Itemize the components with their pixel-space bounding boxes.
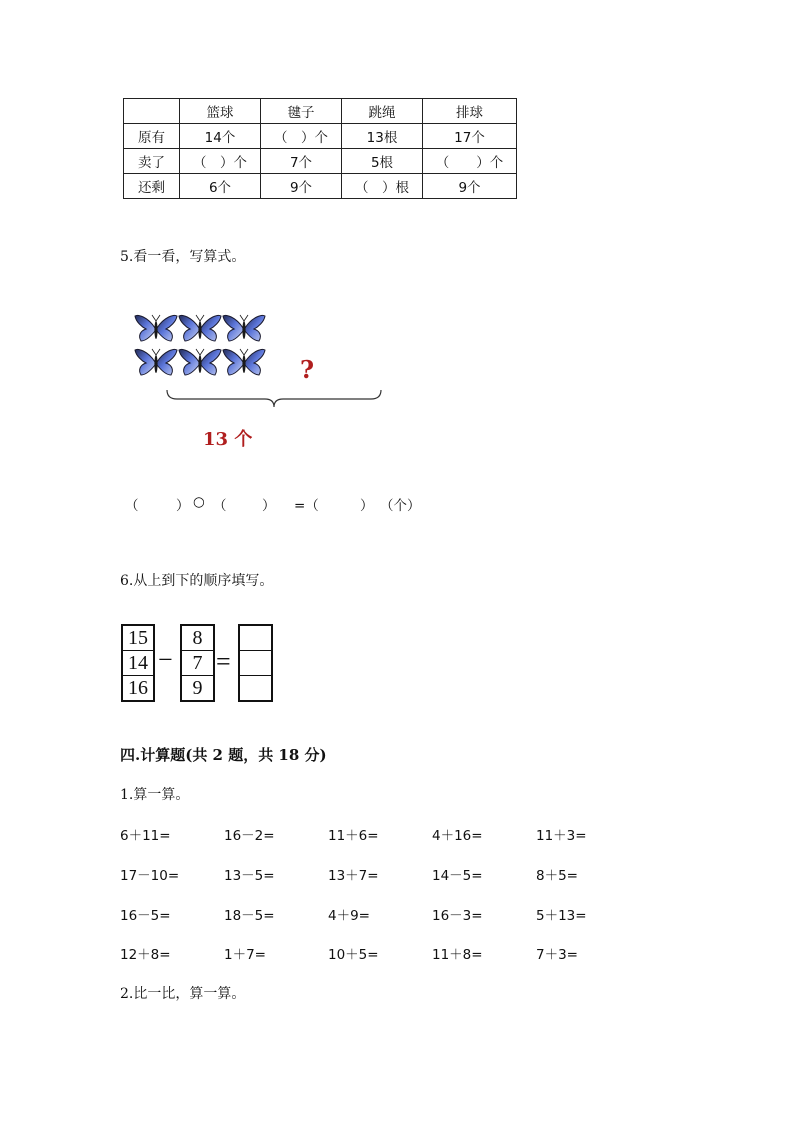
math-expression: 13－5= bbox=[224, 868, 275, 884]
minuend-cell: 14 bbox=[123, 651, 153, 676]
answer-cell[interactable] bbox=[240, 676, 271, 700]
operator-circle[interactable]: ○ bbox=[193, 494, 205, 510]
table-cell: 毽子 bbox=[261, 99, 342, 124]
math-expression: 16－3= bbox=[432, 908, 483, 924]
math-expression: 18－5= bbox=[224, 908, 275, 924]
question-5-title: 5.看一看，写算式。 bbox=[120, 249, 246, 265]
butterfly-icon bbox=[223, 349, 265, 375]
table-cell: （ ）根 bbox=[342, 174, 423, 199]
table-cell: 卖了 bbox=[124, 149, 180, 174]
answer-blank[interactable]: =（ bbox=[294, 498, 319, 514]
math-expression: 8＋5= bbox=[536, 868, 578, 884]
math-expression: 16－5= bbox=[120, 908, 171, 924]
math-expression: 7＋3= bbox=[536, 947, 578, 963]
table-cell: （ ）个 bbox=[180, 149, 261, 174]
minuend-column bbox=[121, 624, 155, 702]
table-cell: 篮球 bbox=[180, 99, 261, 124]
math-expression: 6＋11= bbox=[120, 828, 171, 844]
minus-sign: − bbox=[158, 645, 173, 674]
answer-cell[interactable] bbox=[240, 626, 271, 651]
answer-column bbox=[238, 624, 273, 702]
brace-icon bbox=[165, 388, 383, 410]
math-expression: 4＋9= bbox=[328, 908, 370, 924]
math-expression: 17－10= bbox=[120, 868, 180, 884]
math-expression: 10＋5= bbox=[328, 947, 379, 963]
answer-blank: ） bbox=[262, 498, 276, 514]
answer-blank[interactable]: （ bbox=[213, 498, 227, 514]
table-cell: 9个 bbox=[423, 174, 517, 199]
math-expression: 11＋8= bbox=[432, 947, 483, 963]
table-cell: （ ）个 bbox=[261, 124, 342, 149]
table-cell bbox=[124, 99, 180, 124]
math-expression: 1＋7= bbox=[224, 947, 266, 963]
math-expression: 16－2= bbox=[224, 828, 275, 844]
subtrahend-cell: 7 bbox=[182, 651, 213, 676]
table-cell: 原有 bbox=[124, 124, 180, 149]
answer-blank[interactable]: （ bbox=[125, 498, 139, 514]
question-mark: ? bbox=[300, 355, 315, 384]
table-cell: 9个 bbox=[261, 174, 342, 199]
math-expression: 14－5= bbox=[432, 868, 483, 884]
table-cell: 6个 bbox=[180, 174, 261, 199]
subtrahend-column bbox=[180, 624, 215, 702]
table-cell: 5根 bbox=[342, 149, 423, 174]
answer-blank: ） bbox=[360, 498, 374, 514]
section-heading: 四.计算题(共 2 题，共 18 分) bbox=[120, 746, 327, 764]
butterfly-icon bbox=[135, 349, 177, 375]
butterfly-icon bbox=[135, 315, 177, 341]
math-expression: 5＋13= bbox=[536, 908, 587, 924]
unit-label: （个） bbox=[380, 498, 421, 514]
quantity-table bbox=[123, 98, 517, 199]
table-cell: 还剩 bbox=[124, 174, 180, 199]
math-expression: 13＋7= bbox=[328, 868, 379, 884]
table-cell: 排球 bbox=[423, 99, 517, 124]
butterfly-icon bbox=[179, 349, 221, 375]
table-cell: 7个 bbox=[261, 149, 342, 174]
math-expression: 4＋16= bbox=[432, 828, 483, 844]
subtrahend-cell: 9 bbox=[192, 677, 203, 699]
table-row bbox=[124, 174, 517, 199]
answer-blank: ） bbox=[176, 498, 190, 514]
subtrahend-cell: 8 bbox=[182, 626, 213, 651]
table-cell: （ ）个 bbox=[423, 149, 517, 174]
math-expression: 12＋8= bbox=[120, 947, 171, 963]
math-expression: 11＋6= bbox=[328, 828, 379, 844]
minuend-cell: 16 bbox=[128, 677, 148, 699]
table-cell: 跳绳 bbox=[342, 99, 423, 124]
butterflies-illustration bbox=[134, 312, 269, 380]
question-1-title: 1.算一算。 bbox=[120, 787, 190, 803]
minuend-cell: 15 bbox=[123, 626, 153, 651]
table-header-row bbox=[124, 99, 517, 124]
table-cell: 13根 bbox=[342, 124, 423, 149]
equals-sign: = bbox=[216, 647, 231, 676]
table-cell: 14个 bbox=[180, 124, 261, 149]
question-2-title: 2.比一比，算一算。 bbox=[120, 986, 246, 1002]
butterfly-icon bbox=[179, 315, 221, 341]
table-row bbox=[124, 124, 517, 149]
answer-cell[interactable] bbox=[240, 651, 271, 676]
math-expression: 11＋3= bbox=[536, 828, 587, 844]
butterfly-icon bbox=[223, 315, 265, 341]
total-count-label: 13 个 bbox=[203, 429, 253, 450]
table-cell: 17个 bbox=[423, 124, 517, 149]
table-row bbox=[124, 149, 517, 174]
question-6-title: 6.从上到下的顺序填写。 bbox=[120, 573, 274, 589]
